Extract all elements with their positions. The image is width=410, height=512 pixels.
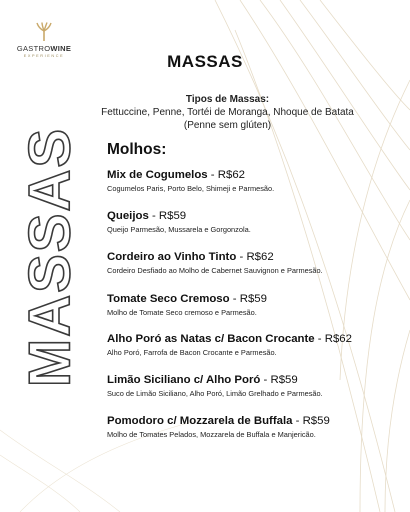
menu-item-description: Cordeiro Desfiado ao Molho de Cabernet Sauvignon e Parmesão. <box>107 266 323 275</box>
menu-item: Mix de Cogumelos - R$62 Cogumelos Paris, Porto Belo, Shimeji e Parmesão. <box>107 168 397 194</box>
menu-item-description: Molho de Tomate Seco cremoso e Parmesão. <box>107 308 257 317</box>
menu-item-price: R$59 <box>270 374 298 386</box>
brand-tagline: EXPERIENCE <box>23 54 65 58</box>
menu-item-description: Suco de Limão Siciliano, Alho Poró, Limão Grelhado e Parmesão. <box>107 389 323 398</box>
menu-item: Tomate Seco Cremoso - R$59 Molho de Tomate Seco cremoso e Parmesão. <box>107 292 397 318</box>
menu-item-price: R$62 <box>217 169 245 181</box>
menu-item-name: Cordeiro ao Vinho Tinto <box>107 251 237 263</box>
menu-item-description: Cogumelos Paris, Porto Belo, Shimeji e Parmesão. <box>107 184 275 193</box>
menu-item: Queijos - R$59 Queijo Parmesão, Mussarela e Gorgonzola. <box>107 209 397 235</box>
menu-item-description: Molho de Tomates Pelados, Mozzarela de Buffala e Manjericão. <box>107 430 316 439</box>
menu-item: Alho Poró as Natas c/ Bacon Crocante - R$62 Alho Poró, Farrofa de Bacon Crocante e Parmesão. <box>107 332 397 358</box>
menu-item-description: Queijo Parmesão, Mussarela e Gorgonzola. <box>107 225 251 234</box>
pasta-types-heading: Tipos de Massas: <box>185 94 270 105</box>
menu-item-name: Mix de Cogumelos <box>107 169 208 181</box>
sauces-heading: Molhos: <box>107 141 167 158</box>
menu-item-price: R$62 <box>324 333 352 345</box>
menu-item: Limão Siciliano c/ Alho Poró - R$59 Suco de Limão Siciliano, Alho Poró, Limão Grelhado e Parmesão. <box>107 373 397 399</box>
menu-item-price: R$59 <box>302 415 330 427</box>
menu-item-name: Alho Poró as Natas c/ Bacon Crocante <box>107 333 315 345</box>
pasta-types-note: (Penne sem glúten) <box>183 120 272 131</box>
page-title: MASSAS <box>167 52 243 71</box>
menu-item-price: R$62 <box>246 251 274 263</box>
menu-item: Cordeiro ao Vinho Tinto - R$62 Cordeiro Desfiado ao Molho de Cabernet Sauvignon e Parmesão. <box>107 250 397 276</box>
pasta-types-list: Fettuccine, Penne, Tortéi de Moranga, Nhoque de Batata <box>101 107 354 118</box>
brand-name: GASTROWINE <box>16 44 72 53</box>
menu-item-description: Alho Poró, Farrofa de Bacon Crocante e Parmesão. <box>107 348 277 357</box>
menu-item-name: Pomodoro c/ Mozzarela de Buffala <box>107 415 296 427</box>
menu-item-name: Queijos <box>107 210 149 222</box>
wine-glass-logo-icon <box>34 22 54 42</box>
menu-item-price: R$59 <box>239 293 267 305</box>
menu-item: Pomodoro c/ Mozzarela de Buffala - R$59 Molho de Tomates Pelados, Mozzarela de Buffala e Manjericão. <box>107 414 397 440</box>
menu-item-name: Limão Siciliano c/ Alho Poró <box>107 374 261 386</box>
side-word-text: MASSAS <box>17 126 83 388</box>
menu-item-price: R$59 <box>158 210 187 222</box>
menu-item-name: Tomate Seco Cremoso <box>107 293 230 305</box>
pasta-types <box>60 93 395 132</box>
